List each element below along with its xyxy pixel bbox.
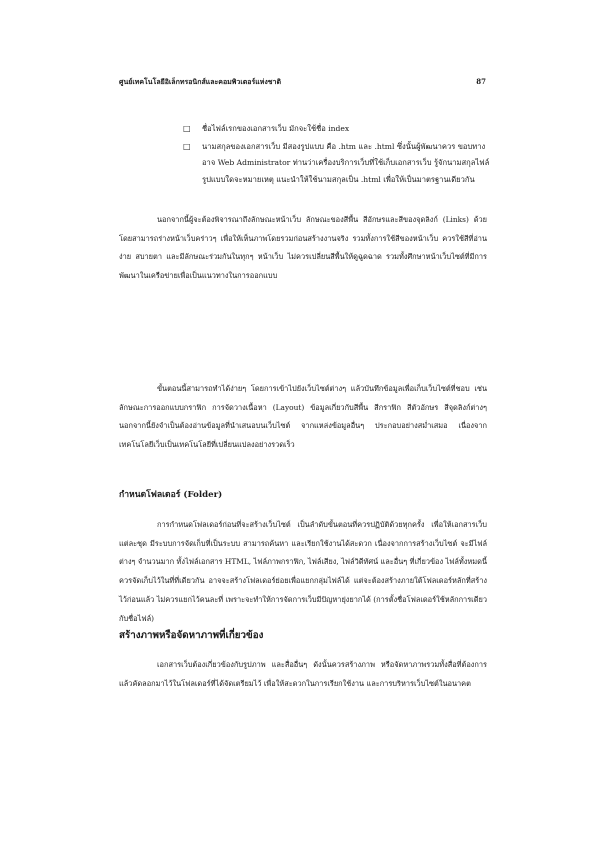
page-header (119, 77, 486, 88)
paragraph-research: ขั้นตอนนี้สามารถทำได้ง่ายๆ โดยการเข้าไปยังเว็บไซต์ต่างๆ แล้วบันทึกข้อมูลเพื่อเก็บเว็บไซต์ที่ชอบ เช่น ลักษณะการออกแบบกราฟิก การจัดวางเนื้อหา (Layout) ข้อมูลเกี่ยวกับสีพื้น สีกราฟิก สีตัวอักษร สีจุดลิงก์ต่างๆ นอกจากนี้ยังจำเป็นต้องอ่านข้อมูลที่นำเสนอบนเว็บไซต์ จากแหล่งข้อมูลอื่นๆ ประกอบอย่างสม่ำเสมอ เนื่องจากเทคโนโลยีเว็บเป็นเทคโนโลยีที่เปลี่ยนแปลงอย่างรวดเร็ว (119, 384, 487, 450)
page-number: 87 (476, 77, 486, 86)
list-item (183, 121, 493, 138)
paragraph-folder: การกำหนดโฟลเดอร์ก่อนที่จะสร้างเว็บไซต์ เป็นลำดับขั้นตอนที่ควรปฏิบัติด้วยทุกครั้ง เพื่อให้เอกสารเว็บแต่ละชุด มีระบบการจัดเก็บที่เป็นระบบ สามารถค้นหา และเรียกใช้งานได้สะดวก เนื่องจากการสร้างเว็บไซต์ จะมีไฟล์ต่างๆ จำนวนมาก ทั้งไฟล์เอกสาร HTML, ไฟล์ภาพกราฟิก, ไฟล์เสียง, ไฟล์วิดีทัศน์ และอื่นๆ ที่เกี่ยวข้อง ไฟล์ทั้งหมดนี้ ควรจัดเก็บไว้ในที่ที่เดียวกัน อาจจะสร้างโฟลเดอร์ย่อยเพื่อแยกกลุ่มไฟล์ได้ แต่จะต้องสร้างภายใต้โฟลเดอร์หลักที่สร้างไว้ก่อนแล้ว ไม่ควรแยกไว้คนละที่ เพราะจะทำให้การจัดการเว็บมีปัญหายุ่งยากได้ (การตั้งชื่อโฟลเดอร์ใช้หลักการเดียวกับชื่อไฟล์) (119, 520, 487, 623)
bullet-text: นามสกุลของเอกสารเว็บ มีสองรูปแบบ คือ .htm และ .html ซึ่งนั้นผู้พัฒนาควร ขอบทางอาจ Web Administrator ท่านว่าเครื่องบริการเว็บที่ใช้เก็บเอกสารเว็บ รู้จักนามสกุลไฟล์รูปแบบใดจะหมายเหตุ แนะนำให้ใช้นามสกุลเป็น .html เพื่อให้เป็นมาตรฐานเดียวกัน (202, 141, 490, 184)
square-bullet-icon: □ (183, 124, 191, 133)
header-title: ศูนย์เทคโนโลยีอิเล็กทรอนิกส์และคอมพิวเตอร์แห่งชาติ (119, 77, 281, 86)
heading-folder: กำหนดโฟลเดอร์ (Folder) (119, 490, 223, 500)
paragraph-design: นอกจากนี้ผู้จะต้องพิจารณาถึงลักษณะหน้าเว็บ ลักษณะของสีพื้น สีอักษรและสีของจุดลิงก์ (Links) ด้วย โดยสามารถร่างหน้าเว็บคร่าวๆ เพื่อให้เห็นภาพโดยรวมก่อนสร้างงานจริง รวมทั้งการใช้สีของหน้าเว็บ ควรใช้สีที่อ่านง่าย สบายตา และมีลักษณะร่วมกันในทุกๆ หน้าเว็บ ไม่ควรเปลี่ยนสีพื้นให้ดูฉูดฉาด รวมทั้งศึกษาหน้าเว็บไซต์ที่มีการพัฒนาในเครือข่ายเพื่อเป็นแนวทางในการออกแบบ (119, 215, 487, 281)
paragraph-images: เอกสารเว็บต้องเกี่ยวข้องกับรูปภาพ และสื่ออื่นๆ ดังนั้นควรสร้างภาพ หรือจัดหาภาพรวมทั้งสื่อที่ต้องการ แล้วคัดลอกมาไว้ในโฟลเดอร์ที่ได้จัดเตรียมไว้ เพื่อให้สะดวกในการเรียกใช้งาน และการบริหารเว็บไซต์ในอนาคต (119, 660, 487, 688)
bullet-list (183, 121, 493, 189)
heading-images: สร้างภาพหรือจัดหาภาพที่เกี่ยวข้อง (119, 630, 264, 641)
bullet-text: ชื่อไฟล์เรกของเอกสารเว็บ มักจะใช้ชื่อ index (202, 124, 350, 133)
square-bullet-icon: □ (183, 141, 191, 151)
list-item (183, 139, 493, 189)
